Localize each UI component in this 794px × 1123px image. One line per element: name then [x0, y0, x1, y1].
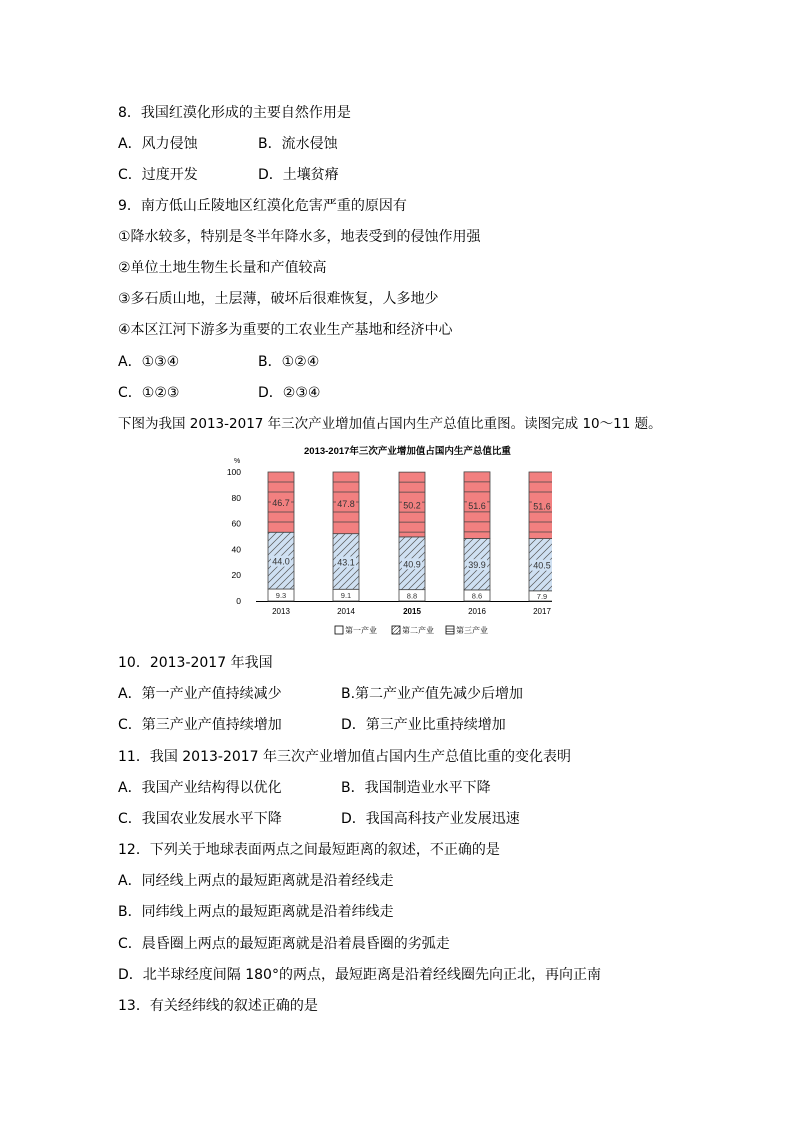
q8-option-c: C．过度开发	[118, 167, 198, 183]
y-axis-unit: %	[234, 458, 241, 465]
q11-option-a: A．我国产业结构得以优化	[118, 780, 282, 796]
y-tick-label: 0	[236, 596, 241, 606]
q12-option-d: D．北半球经度间隔 180°的两点，最短距离是沿着经线圈先向正北，再向正南	[118, 967, 601, 983]
data-label-2014-s3: 47.8	[337, 498, 355, 509]
q8-option-d: D．土壤贫瘠	[258, 167, 339, 183]
data-label-2016-s2: 39.9	[468, 560, 486, 571]
q9-option-b: B．①②④	[258, 354, 320, 370]
q9-option-d: D．②③④	[258, 385, 321, 401]
data-label-2016-s1: 8.6	[471, 591, 483, 601]
x-tick-label-2014: 2014	[337, 607, 355, 616]
chart-intro: 下图为我国 2013-2017 年三次产业增加值占国内生产总值比重图。读图完成 10～11 题。	[118, 416, 662, 432]
q11-option-c: C．我国农业发展水平下降	[118, 811, 282, 827]
y-tick-label: 20	[231, 570, 241, 581]
legend-swatch-1	[335, 626, 343, 634]
legend-swatch-2	[392, 626, 400, 634]
data-label-2015-s2: 40.9	[403, 559, 421, 570]
q9-option-a: A．①③④	[118, 354, 180, 370]
question-10-stem: 10．2013-2017 年我国	[118, 655, 273, 671]
x-tick-label-2016: 2016	[468, 607, 486, 616]
question-12-stem: 12．下列关于地球表面两点之间最短距离的叙述，不正确的是	[118, 842, 500, 858]
q10-option-d: D．第三产业比重持续增加	[341, 717, 506, 733]
data-label-2017-s2: 40.5	[533, 560, 551, 571]
industry-share-chart	[222, 440, 552, 640]
data-label-2017-s1: 7.9	[536, 591, 548, 601]
data-label-2017-s3: 51.6	[533, 501, 551, 512]
question-8-stem: 8．我国红漠化形成的主要自然作用是	[118, 105, 351, 121]
data-label-2014-s1: 9.1	[340, 591, 352, 601]
q10-option-a: A．第一产业产值持续减少	[118, 686, 282, 702]
q9-statement-1: ①降水较多，特别是冬半年降水多，地表受到的侵蚀作用强	[118, 229, 481, 245]
data-label-2013-s1: 9.3	[275, 591, 287, 601]
legend-label-3: 第三产业	[456, 626, 488, 635]
q10-option-c: C．第三产业产值持续增加	[118, 717, 282, 733]
data-label-2013-s2: 44.0	[272, 556, 290, 567]
chart-title: 2013-2017年三次产业增加值占国内生产总值比重	[304, 446, 511, 457]
legend-label-1: 第一产业	[345, 626, 377, 635]
x-tick-label-2013: 2013	[272, 607, 290, 616]
x-tick-label-2015: 2015	[403, 607, 421, 616]
q9-statement-3: ③多石质山地，土层薄，破坏后很难恢复，人多地少	[118, 291, 439, 307]
y-tick-label: 100	[226, 467, 241, 477]
q9-statement-4: ④本区江河下游多为重要的工农业生产基地和经济中心	[118, 322, 453, 338]
y-tick-label: 60	[231, 518, 241, 529]
data-label-2015-s1: 8.8	[406, 591, 418, 601]
data-label-2015-s3: 50.2	[403, 500, 421, 511]
y-tick-label: 40	[231, 544, 241, 555]
q12-option-a: A．同经线上两点的最短距离就是沿着经线走	[118, 873, 394, 889]
y-tick-label: 80	[231, 492, 241, 503]
question-9-stem: 9．南方低山丘陵地区红漠化危害严重的原因有	[118, 198, 407, 214]
data-label-2016-s3: 51.6	[468, 501, 486, 512]
data-label-2013-s3: 46.7	[272, 498, 290, 509]
q12-option-c: C．晨昏圈上两点的最短距离就是沿着晨昏圈的劣弧走	[118, 936, 450, 952]
q11-option-b: B．我国制造业水平下降	[341, 780, 491, 796]
legend-swatch-3	[446, 626, 454, 634]
q8-option-b: B．流水侵蚀	[258, 136, 338, 152]
question-11-stem: 11．我国 2013-2017 年三次产业增加值占国内生产总值比重的变化表明	[118, 749, 572, 765]
data-label-2014-s2: 43.1	[337, 557, 355, 568]
q8-option-a: A．风力侵蚀	[118, 136, 198, 152]
q12-option-b: B．同纬线上两点的最短距离就是沿着纬线走	[118, 904, 394, 920]
q9-statement-2: ②单位土地生物生长量和产值较高	[118, 260, 327, 276]
q10-option-b: B.第二产业产值先减少后增加	[341, 686, 524, 702]
q9-option-c: C．①②③	[118, 385, 180, 401]
x-tick-label-2017: 2017	[533, 607, 551, 616]
question-13-stem: 13．有关经纬线的叙述正确的是	[118, 998, 318, 1014]
legend-label-2: 第二产业	[402, 626, 434, 635]
q11-option-d: D．我国高科技产业发展迅速	[341, 811, 520, 827]
